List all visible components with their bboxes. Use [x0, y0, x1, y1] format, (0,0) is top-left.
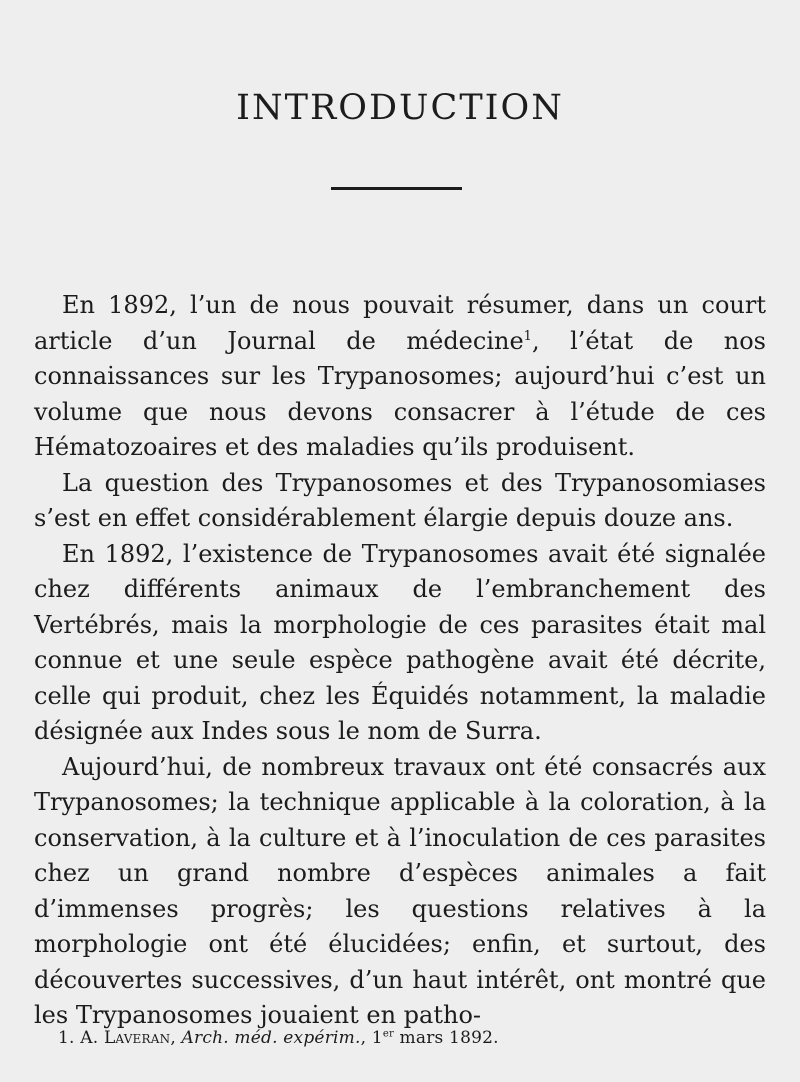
paragraph-2: La question des Trypanosomes et des Trypanosomiases s’est en effet considérablement élargie depuis douze ans.: [34, 468, 766, 532]
title-rule: [331, 187, 462, 190]
footnote-day: 1: [371, 1028, 383, 1048]
footnote-reference: 1: [523, 328, 532, 344]
footnote: 1. A. Laveran, Arch. méd. expérim., 1er mars 1892.: [58, 1028, 499, 1048]
footnote-author-initial: A.: [80, 1028, 99, 1048]
paragraph-4: Aujourd’hui, de nombreux travaux ont été consacrés aux Trypanosomes; la technique applicable à la coloration, à la conservation, à la culture et à l’inoculation de ces parasites chez un grand nombre d’espèces animales a fait d’immenses progrès; les questions relatives à la morphologie ont été élucidées; enfin, et surtout, des découvertes successives, d’un haut intérêt, ont montré que les Trypanosomes jouaient en patho-: [34, 752, 766, 1029]
footnote-journal: Arch. méd. expérim.: [181, 1028, 361, 1048]
footnote-number: 1.: [58, 1028, 75, 1048]
footnote-date: mars 1892.: [399, 1028, 499, 1048]
footnote-day-suffix: er: [382, 1028, 394, 1040]
paragraph-3: En 1892, l’existence de Trypanosomes avait été signalée chez différents animaux de l’embranchement des Vertébrés, mais la morphologie de ces parasites était mal connue et une seule espèce pathogène avait été décrite, celle qui produit, chez les Équidés notamment, la maladie désignée aux Indes sous le nom de Surra.: [34, 539, 766, 745]
page-title: INTRODUCTION: [236, 88, 564, 128]
paragraph-1: [34, 288, 766, 466]
body-text: [34, 288, 766, 1034]
paragraph-text: , l’état de nos connaissances sur les Trypanosomes; aujourd’hui c’est un volume que nous devons consacrer à l’étude de ces Hématozoaires et des maladies qu’ils produisent.: [34, 326, 766, 461]
paragraph-text: En 1892, l’un de nous pouvait résumer, dans un court article d’un Journal de médecine: [34, 291, 766, 355]
footnote-author: Laveran: [103, 1028, 171, 1048]
